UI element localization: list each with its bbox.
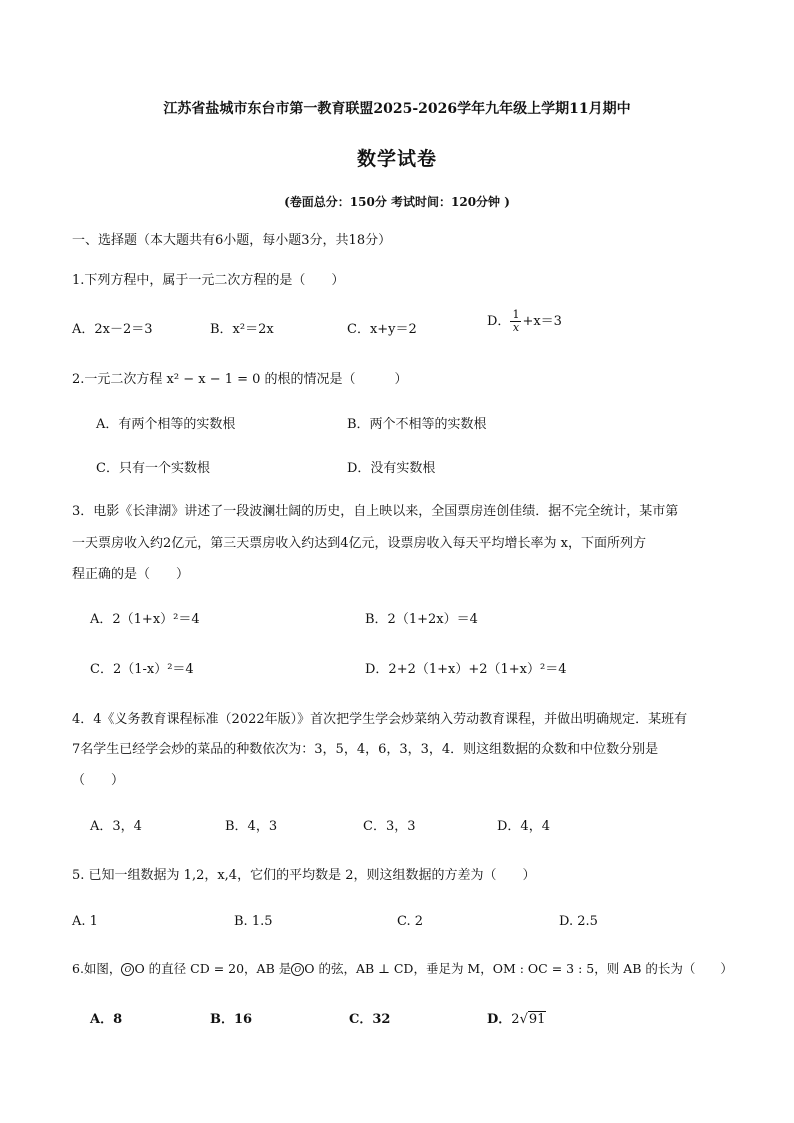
question-6-option-d	[487, 1008, 546, 1027]
question-2-option-a: A．有两个相等的实数根	[96, 417, 236, 432]
circle-symbol-icon: O	[291, 963, 304, 976]
question-1-stem: 1.下列方程中，属于一元二次方程的是（ ）	[72, 273, 345, 288]
question-1-option-a: A．2x－2＝3	[72, 322, 153, 337]
exam-info: (卷面总分：150分 考试时间：120分钟 )	[284, 195, 510, 209]
sqrt-radicand: 91	[528, 1012, 546, 1027]
question-6-option-b: B．16	[210, 1012, 253, 1027]
question-6-middle-2: O 的弦，AB ⊥ CD，垂足为 M，OM : OC = 3 : 5，则 AB 的长为（ ）	[304, 961, 733, 976]
question-3-option-c: C．2（1-x）²＝4	[90, 662, 194, 677]
question-5-option-b: B. 1.5	[234, 914, 273, 929]
question-3-line-2: 一天票房收入约2亿元，第三天票房收入约达到4亿元，设票房收入每天平均增长率为 x，下面所列方	[72, 536, 647, 551]
question-5-stem: 5. 已知一组数据为 1,2，x,4，它们的平均数是 2，则这组数据的方差为（ ）	[72, 868, 536, 883]
fraction-denominator: x	[512, 321, 520, 334]
question-2-stem: 2.一元二次方程 x² − x − 1 = 0 的根的情况是（ ）	[72, 372, 408, 387]
fraction	[510, 309, 521, 334]
question-4-option-b: B．4，3	[225, 819, 278, 834]
question-5-option-d: D. 2.5	[559, 914, 598, 929]
question-4-option-a: A．3，4	[90, 819, 142, 834]
subject-title: 数学试卷	[356, 148, 437, 170]
question-6-prefix: 6.如图，	[72, 961, 122, 976]
question-2-option-c: C．只有一个实数根	[96, 461, 210, 476]
question-4-line-1: 4．4《义务教育课程标准（2022年版）》首次把学生学会炒菜纳入劳动教育课程，并做出明确规定．某班有	[72, 712, 688, 727]
sqrt-icon: √	[519, 1012, 528, 1027]
circle-symbol-icon: O	[121, 963, 134, 976]
option-d-rest: +x＝3	[522, 314, 562, 329]
question-1-option-d	[487, 309, 562, 334]
question-4-option-d: D．4，4	[497, 819, 550, 834]
option-d-label: D．	[487, 1012, 512, 1027]
question-6-option-c: C．32	[349, 1012, 391, 1027]
question-4-option-c: C．3，3	[363, 819, 416, 834]
question-3-line-3: 程正确的是（ ）	[72, 567, 190, 582]
question-3-line-1: 3．电影《长津湖》讲述了一段波澜壮阔的历史，自上映以来，全国票房连创佳绩．据不完全统计，某市第	[72, 504, 679, 519]
question-6-middle-1: O 的直径 CD = 20，AB 是	[134, 961, 292, 976]
question-2-option-d: D．没有实数根	[347, 461, 436, 476]
question-2-option-b: B．两个不相等的实数根	[347, 417, 487, 432]
question-3-option-d: D．2+2（1+x）+2（1+x）²＝4	[365, 662, 567, 677]
option-d-label: D．	[487, 314, 511, 329]
question-3-option-a: A．2（1+x）²＝4	[90, 612, 200, 627]
question-1-option-c: C．x+y＝2	[347, 322, 417, 337]
question-4-line-2: 7名学生已经学会炒的菜品的种数依次为：3，5，4，6，3，3，4．则这组数据的众数和中位数分别是	[72, 742, 659, 757]
question-3-option-b: B．2（1+2x）＝4	[365, 612, 478, 627]
section-heading: 一、选择题（本大题共有6小题，每小题3分，共18分）	[72, 233, 392, 248]
exam-title: 江苏省盐城市东台市第一教育联盟2025-2026学年九年级上学期11月期中	[163, 101, 631, 117]
question-5-option-a: A. 1	[72, 914, 98, 929]
sqrt-coefficient: 2	[511, 1012, 520, 1027]
fraction-numerator: 1	[512, 308, 520, 321]
question-5-option-c: C. 2	[397, 914, 424, 929]
question-6-option-a: A．8	[90, 1012, 123, 1027]
question-4-line-3: （ ）	[72, 773, 125, 788]
question-6-stem	[72, 959, 733, 977]
question-1-option-b: B．x²＝2x	[210, 322, 274, 337]
